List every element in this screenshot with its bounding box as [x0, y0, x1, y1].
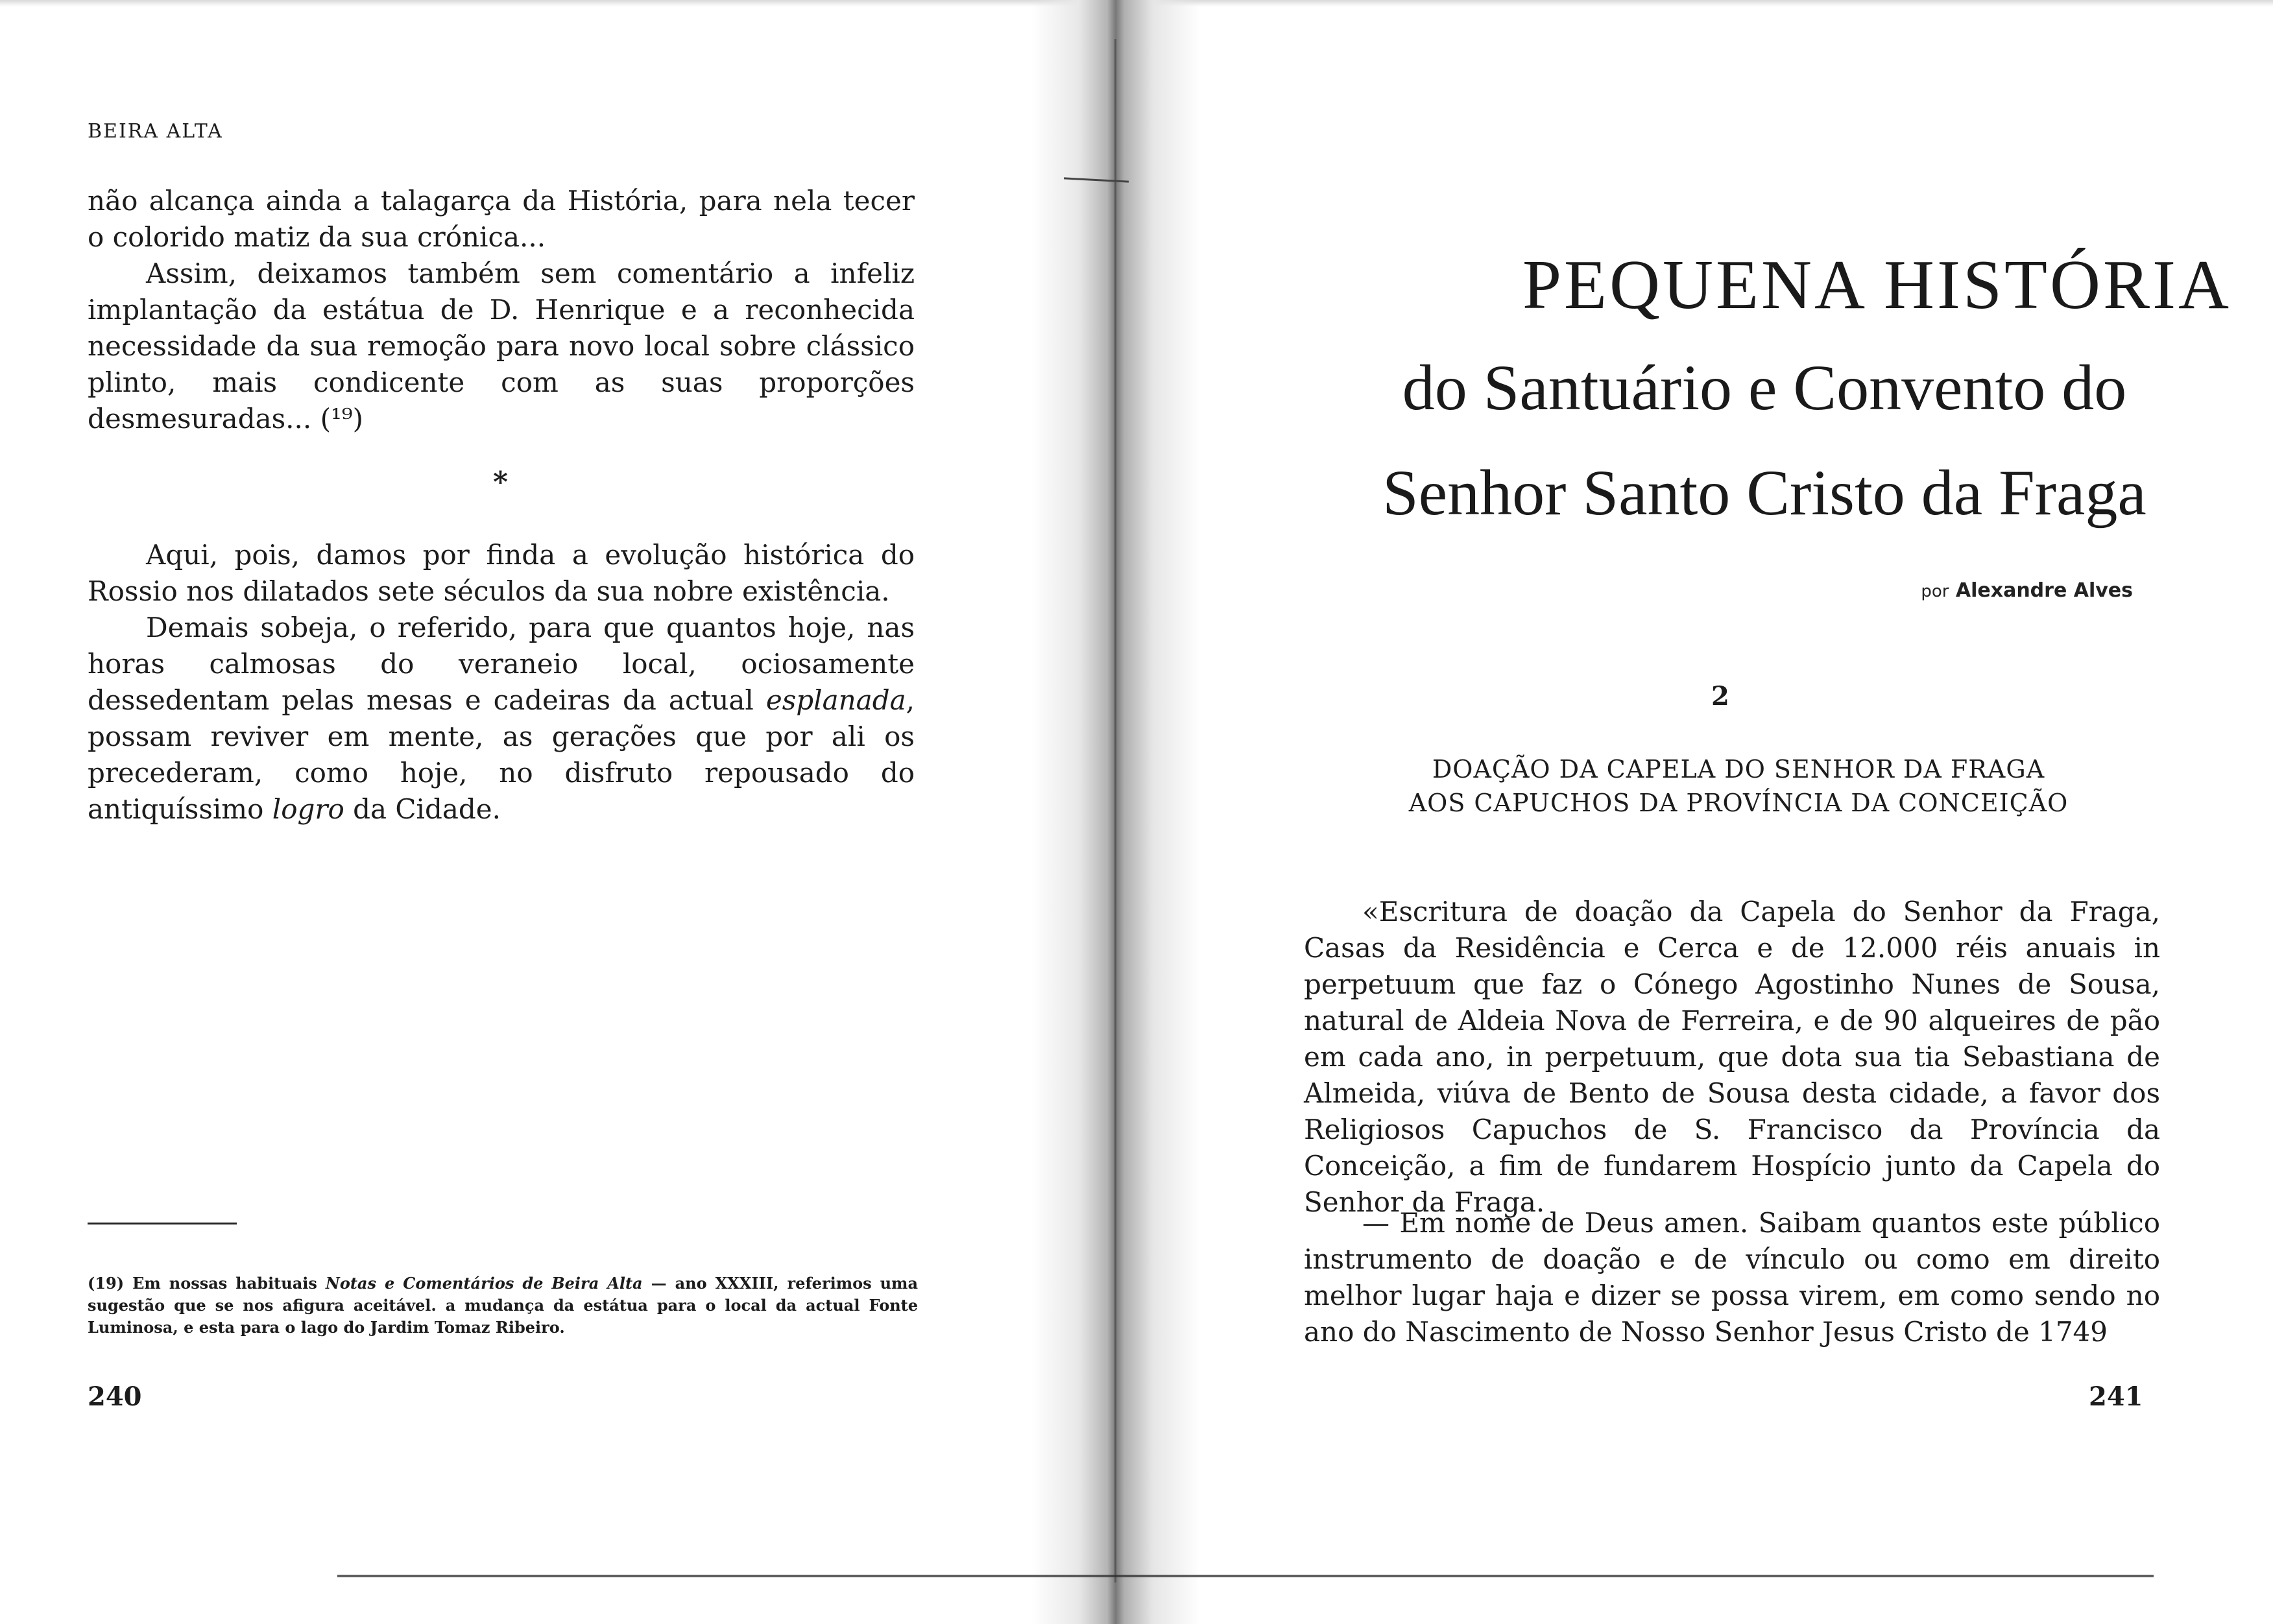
left-paragraph-3: Aqui, pois, damos por finda a evolução histórica do Rossio nos dilatados sete séculos da sua nobre existência. [88, 539, 915, 607]
paragraph-4-italic-esplanada: esplanada [765, 684, 906, 716]
right-paragraph-2: — Em nome de Deus amen. Saibam quantos este público instrumento de doação e de vínculo ou como em direito melhor lugar haja e dizer se possa virem, em como sendo no ano do Nascimento de Nosso Senhor Jesus Cristo de 1749 [1304, 1207, 2160, 1348]
right-page [1200, 0, 2273, 1624]
byline-prefix: por [1921, 582, 1949, 601]
section-separator: * [493, 466, 509, 499]
article-title-line-1: PEQUENA HISTÓRIA [1522, 246, 2231, 324]
paragraph-4-text-a: Demais sobeja, o referido, para que quantos hoje, nas horas calmosas do veraneio local, ociosamente dessedentam pelas mesas e cadeiras da actual [88, 612, 915, 716]
footnote-19 [88, 1272, 918, 1339]
footnote-text-b: — ano XXXIII, referimos uma sugestão que se nos afigura aceitável. a mudança da estátua para o local da actual Fonte Luminosa, e esta para o lago do Jardim Tomaz Ribeiro. [88, 1274, 919, 1337]
article-title-line-3: Senhor Santo Cristo da Fraga [1382, 457, 2147, 529]
running-head: BEIRA ALTA [88, 120, 223, 143]
page-number-left: 240 [88, 1381, 142, 1412]
byline-author: Alexandre Alves [1955, 579, 2133, 602]
section-number: 2 [1711, 681, 1729, 711]
left-paragraph-1: não alcança ainda a talagarça da História, para nela tecer o colorido matiz da sua crónica... [88, 185, 915, 253]
footnote-text-a: (19) Em nossas habituais [88, 1274, 326, 1293]
left-page [0, 0, 1031, 1624]
left-paragraph-4 [88, 610, 915, 828]
right-paragraph-1: «Escritura de doação da Capela do Senhor da Fraga, Casas da Residência e Cerca e de 12.000 réis anuais in perpetuum que faz o Cónego Agostinho Nunes de Sousa, natural de Aldeia Nova de Ferreira, e de 90 alqueires de pão em cada ano, in perpetuum, que dota sua tia Sebastiana de Almeida, viúva de Bento de Sousa desta cidade, a favor dos Religiosos Capuchos de S. Francisco da Província da Conceição, a fim de fundarem Hospício junto da Capela do Senhor da Fraga. [1304, 896, 2160, 1218]
paragraph-4-italic-logro: logro [272, 793, 344, 825]
section-heading-line-2: AOS CAPUCHOS DA PROVÍNCIA DA CONCEIÇÃO [1408, 789, 2069, 817]
byline [1921, 579, 2133, 602]
article-title-line-2: do Santuário e Convento do [1402, 352, 2127, 424]
book-spine-line [1114, 39, 1116, 1582]
footnote-italic-title: Notas e Comentários de Beira Alta [325, 1274, 643, 1293]
paragraph-4-text-c: da Cidade. [344, 793, 501, 825]
left-paragraph-2: Assim, deixamos também sem comentário a infeliz implantação da estátua de D. Henrique e a reconhecida necessidade da sua remoção para novo local sobre clássico plinto, mais condicente com as suas proporções desmesuradas... (¹⁹) [88, 257, 915, 435]
section-heading-line-1: DOAÇÃO DA CAPELA DO SENHOR DA FRAGA [1432, 755, 2045, 783]
footnote-rule [88, 1223, 237, 1224]
page-number-right: 241 [2089, 1381, 2143, 1412]
paragraph-4-text-b: , possam reviver em mente, as gerações que por ali os precederam, como hoje, no disfruto repousado do antiquíssimo [88, 684, 915, 825]
